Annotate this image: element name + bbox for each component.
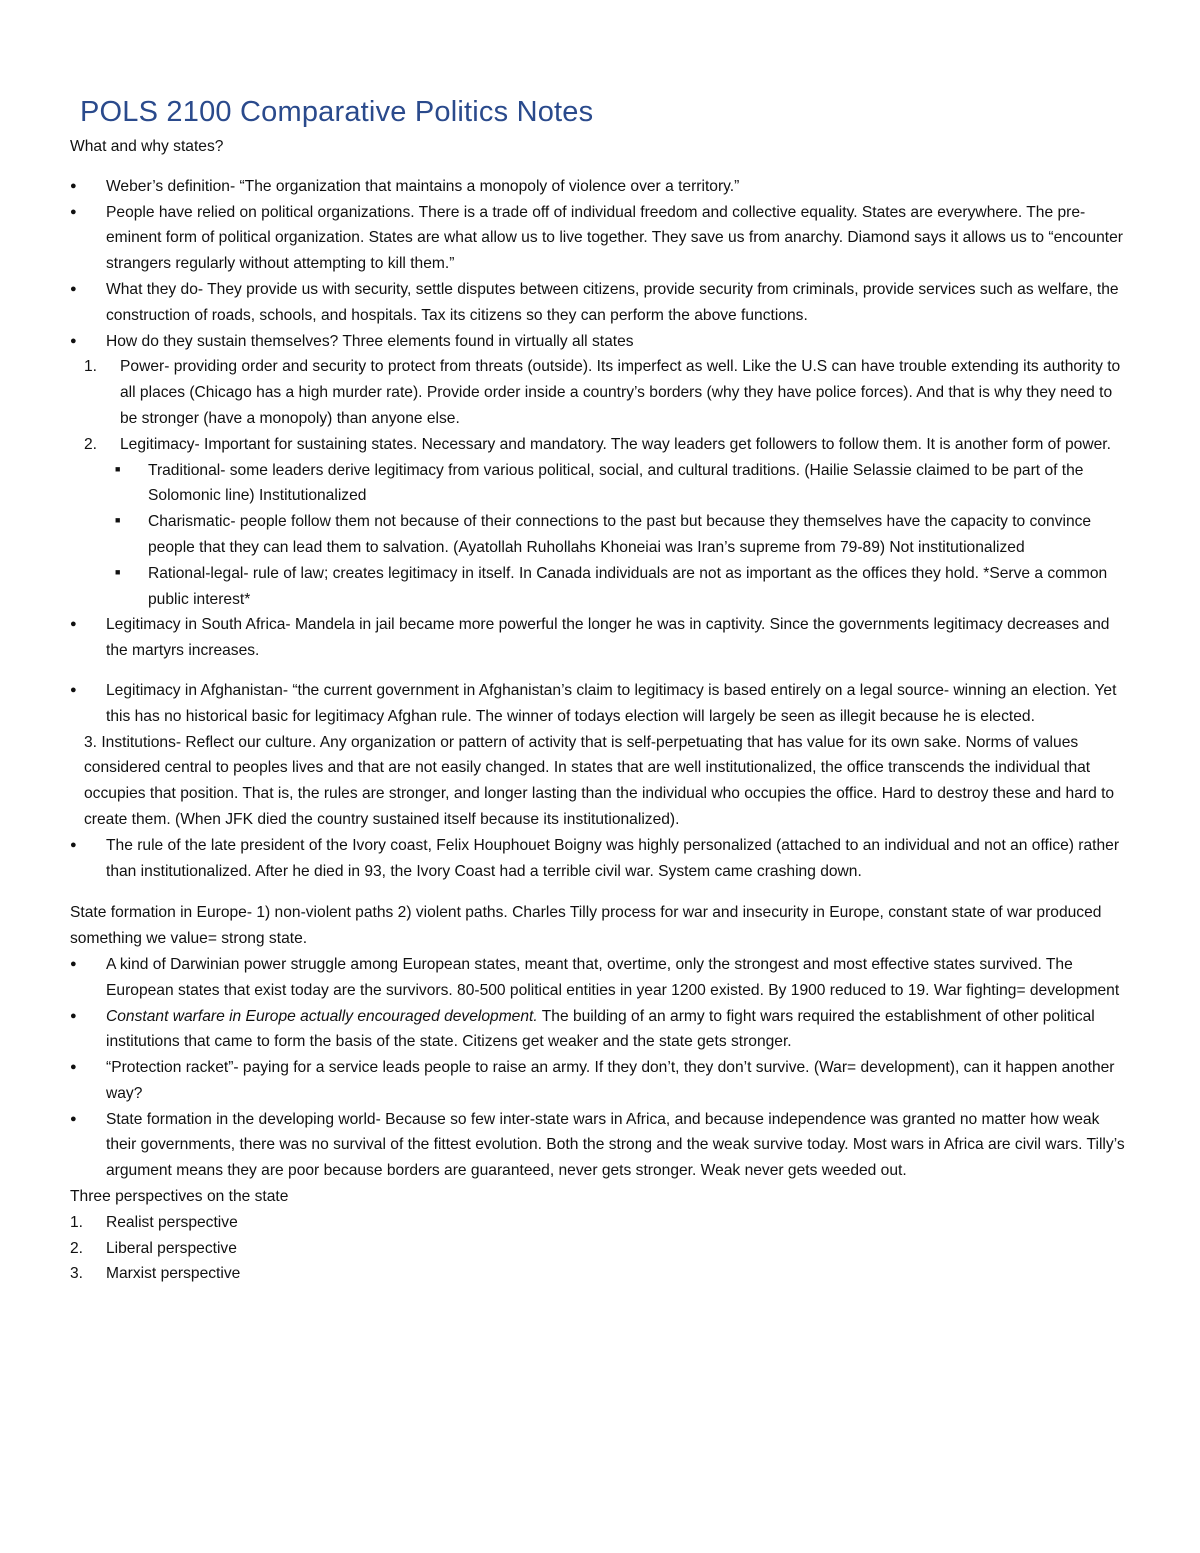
bullet-icon: ●	[70, 683, 77, 696]
bullet-icon: ●	[70, 838, 77, 851]
list-item-text: Rational-legal- rule of law; creates legitimacy in itself. In Canada individuals are not as important as the offices they hold. *Serve a common public interest*	[148, 564, 1108, 608]
numbered-item-legitimacy	[70, 432, 1130, 458]
page-title: POLS 2100 Comparative Politics Notes	[80, 96, 594, 128]
list-item-text: Marxist perspective	[106, 1265, 241, 1283]
bullet-icon: ●	[70, 1009, 77, 1022]
list-item	[70, 1107, 1130, 1184]
square-bullet-icon: ■	[115, 463, 121, 474]
bullet-icon: ●	[70, 957, 77, 970]
list-item-text: Power- providing order and security to protect from threats (outside). Its imperfect as well. Like the U.S can have trouble extending its authority to all places (Chicago has a high murder rate). Provide order inside a country’s borders (why they have police forces). And that is why they need to be stronger (have a monopoly) than anyone else.	[120, 358, 1121, 427]
list-item-text: Liberal perspective	[106, 1239, 237, 1257]
bullet-icon: ●	[70, 282, 77, 295]
list-item	[70, 1004, 1130, 1056]
list-item	[70, 277, 1130, 329]
list-item-text: Legitimacy in Afghanistan- “the current government in Afghanistan’s claim to legitimacy is based entirely on a legal source- winning an election. Yet this has no historical basic for legitimacy Afghan rule. The winner of todays election will largely be seen as illegit because he is elected.	[106, 681, 1117, 725]
institutions-paragraph: 3. Institutions- Reflect our culture. Any organization or pattern of activity that is self-perpetuating that has value for its own sake. Norms of values considered central to peoples lives and that are not easily changed. In states that are well institutionalized, the office transcends the individual that occupies that position. That is, the rules are stronger, and longer lasting than the individual who occupies the office. Hard to destroy these and hard to create them. (When JFK died the country sustained itself because its institutionalized).	[84, 733, 1115, 828]
list-item-text: Weber’s definition- “The organization that maintains a monopoly of violence over a territory.”	[106, 177, 740, 195]
list-item-text: A kind of Darwinian power struggle among European states, meant that, overtime, only the strongest and most effective states survived. The European states that exist today are the survivors. 80-500 political entities in year 1200 existed. By 1900 reduced to 19. War fighting= development	[106, 955, 1120, 999]
perspective-item	[70, 1210, 1130, 1236]
bullet-icon: ●	[70, 618, 77, 631]
square-bullet-icon: ■	[115, 515, 121, 526]
list-item-text: Realist perspective	[106, 1213, 238, 1231]
list-item	[70, 200, 1130, 277]
list-item-text: “Protection racket”- paying for a service leads people to raise an army. If they don’t, they don’t survive. (War= development), can it happen another way?	[106, 1059, 1115, 1102]
sub-list-item	[70, 509, 1130, 561]
list-item-text: Legitimacy- Important for sustaining states. Necessary and mandatory. The way leaders get followers to follow them. It is another form of power.	[120, 435, 1111, 453]
section-heading-states: What and why states?	[70, 138, 224, 155]
list-item-text: State formation in the developing world- Because so few inter-state wars in Africa, and because independence was granted no matter how weak their governments, there was no survival of the fittest evolution. Both the strong and the weak survive today. Most wars in Africa are civil wars. Tilly’s argument means they are poor because borders are guaranteed, never gets stronger. Weak never gets weeded out.	[106, 1110, 1125, 1180]
list-item-text: What they do- They provide us with security, settle disputes between citizens, provide security from criminals, provide services such as welfare, the construction of roads, schools, and hospitals. Tax its citizens so they can perform the above functions.	[106, 280, 1119, 324]
list-item	[70, 1055, 1130, 1107]
list-number: 3.	[70, 1265, 84, 1283]
list-number: 2.	[84, 435, 98, 453]
list-item-text: The building of an army to fight wars required the establishment of other political institutions that came to form the basis of the state. Citizens get weaker and the state gets stronger.	[106, 1007, 1095, 1051]
list-item-text: How do they sustain themselves? Three elements found in virtually all states	[106, 332, 634, 350]
list-item-text: Traditional- some leaders derive legitimacy from various political, social, and cultural traditions. (Hailie Selassie claimed to be part of the Solomonic line) Institutionalized	[148, 461, 1084, 505]
square-bullet-icon: ■	[115, 566, 121, 577]
list-item-text: People have relied on political organizations. There is a trade off of individual freedom and collective equality. States are everywhere. The pre-eminent form of political organization. States are what allow us to live together. They save us from anarchy. Diamond says it allows us to “encounter strangers regularly without attempting to kill them.”	[106, 203, 1123, 273]
bullet-icon: ●	[70, 205, 77, 218]
list-item	[70, 174, 1130, 200]
sub-list-item	[70, 458, 1130, 510]
list-item-italic-text: Constant warfare in Europe actually encouraged development.	[106, 1007, 538, 1025]
list-item	[70, 678, 1130, 730]
list-item-text: Charismatic- people follow them not because of their connections to the past but because they themselves have the capacity to convince people that they can lead them to salvation. (Ayatollah Ruhollahs Khoneiai was Iran’s supreme from 79-89) Not institutionalized	[148, 513, 1092, 556]
list-item	[70, 329, 1130, 355]
bullet-icon: ●	[70, 1112, 77, 1125]
perspective-item	[70, 1261, 1130, 1287]
section-heading-perspectives: Three perspectives on the state	[70, 1188, 289, 1206]
list-item	[70, 612, 1130, 664]
bullet-icon: ●	[70, 1061, 77, 1074]
document-body	[70, 92, 1130, 1287]
list-item	[70, 833, 1130, 885]
sub-list-item	[70, 561, 1130, 613]
list-item-text: The rule of the late president of the Ivory coast, Felix Houphouet Boigny was highly personalized (attached to an individual and not an office) rather than institutionalized. After he died in 93, the Ivory Coast had a terrible civil war. System came crashing down.	[106, 836, 1120, 880]
bullet-icon: ●	[70, 179, 77, 192]
bullet-icon: ●	[70, 334, 77, 347]
list-number: 2.	[70, 1239, 84, 1257]
list-number: 1.	[84, 358, 98, 376]
list-item	[70, 952, 1130, 1004]
state-formation-paragraph: State formation in Europe- 1) non-violent paths 2) violent paths. Charles Tilly process for war and insecurity in Europe, constant state of war produced something we value= strong state.	[70, 904, 1102, 948]
numbered-item-power	[70, 354, 1130, 431]
perspective-item	[70, 1236, 1130, 1262]
list-number: 1.	[70, 1213, 84, 1231]
list-item-text: Legitimacy in South Africa- Mandela in jail became more powerful the longer he was in captivity. Since the governments legitimacy decreases and the martyrs increases.	[106, 616, 1110, 660]
